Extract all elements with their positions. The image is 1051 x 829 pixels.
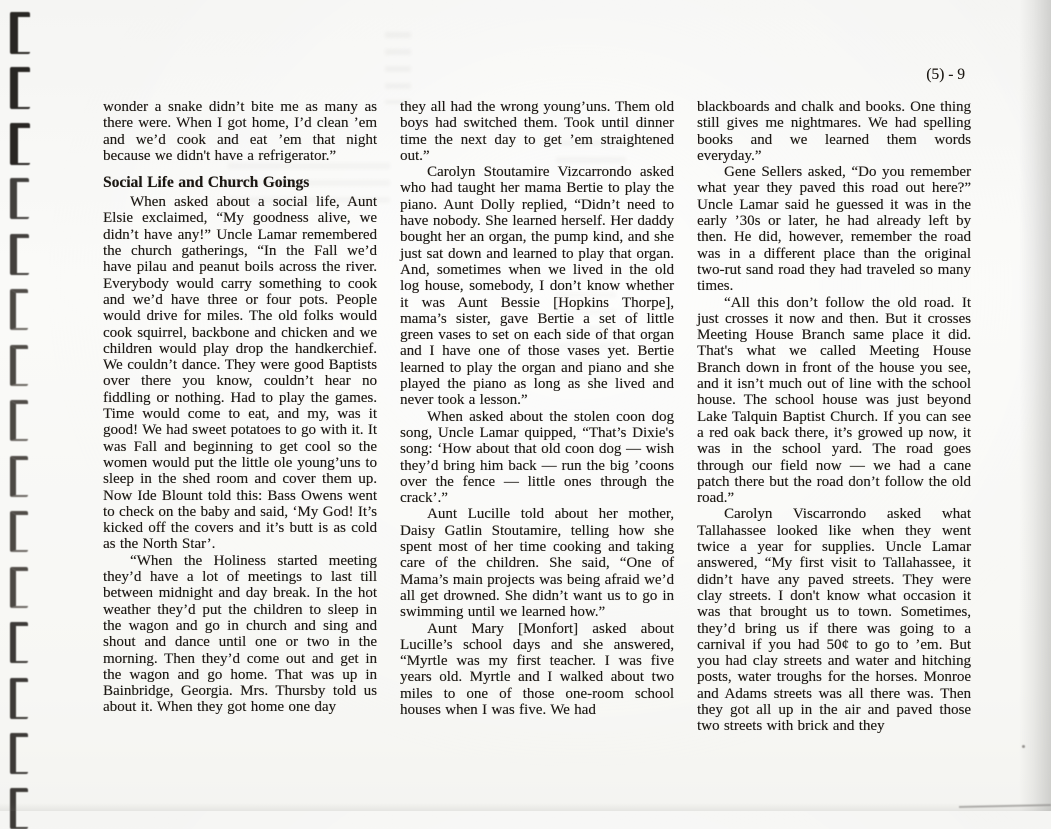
- paragraph: wonder a snake didn’t bite me as many as there were. When I got home, I’d clean ’em and we’d cook and eat ’em that night because we didn't have a refrigerator.”: [103, 99, 377, 164]
- page-edge-shadow-bottom: [0, 803, 1051, 811]
- binding-hole: [10, 178, 29, 219]
- binding-hole: [10, 289, 28, 330]
- page-number: (5) - 9: [926, 66, 965, 83]
- binding-hole: [10, 12, 30, 54]
- paragraph: Carolyn Viscarrondo asked what Tallahassee looked like when they went twice a year for supplies. Uncle Lamar answered, “My first visit to Tallahassee, it didn’t have any paved streets. They were clay streets. I don't know what occasion it was that brought us to town. Sometimes, they’d bring us if there was going to a carnival if you had 50¢ to go to ’em. But you had clay streets and water and hitching posts, water troughs for the horses. Monroe and Adams streets was all there was. Then they got all up in the air and paved those two streets with brick and they: [697, 506, 971, 735]
- binding-hole: [10, 456, 28, 497]
- binding-hole: [10, 678, 28, 719]
- scan-speck: [1022, 745, 1025, 748]
- paragraph: When asked about a social life, Aunt Elsie exclaimed, “My goodness alive, we didn’t have any!” Uncle Lamar remembered the church gatherings, “In the Fall we’d have pilau and peanut boils across the river. Everybody would carry something to cook and we’d have three or four pots. People would drive for miles. The old folks would cook squirrel, backbone and chicken and we children would play drop the handkerchief. We couldn’t dance. They were good Baptists over there you know, couldn’t hear no fiddling or nothing. Had to play the games. Time would come to eat, and my, was it good! We had sweet potatoes to go with it. It was Fall and beginning to get cool so the women would put the little ole young’uns to sleep in the shed room and cover them up. Now Ide Blount told this: Bass Owens went to check on the baby and said, ‘My God! It’s kicked off the covers and it’s butt is as cold as the North Star’.: [103, 194, 377, 553]
- text-columns: [103, 99, 971, 735]
- section-heading: Social Life and Church Goings: [103, 174, 310, 192]
- binding-hole: [10, 511, 28, 552]
- text-column-3: [697, 99, 971, 735]
- binding-hole: [10, 67, 30, 109]
- paragraph: “All this don’t follow the old road. It just crosses it now and then. But it crosses Meeting House Branch same place it did. That's what we called Meeting House Branch down in front of the house you see, and it isn’t much out of line with the school house. The school house was just beyond Lake Talquin Baptist Church. If you can see a red oak back there, it’s growed up now, it was in the school yard. The road goes through our field now — we had a cane patch there but the road don’t follow the old road.”: [697, 294, 971, 507]
- paragraph: Aunt Mary [Monfort] asked about Lucille’s school days and she answered, “Myrtle was my first teacher. I was five years old. Myrtle and I walked about two miles to one of those one-room school houses when I was five. We had: [400, 620, 674, 718]
- binding-hole: [10, 622, 28, 663]
- binding-column: [0, 0, 40, 811]
- paragraph: Gene Sellers asked, “Do you remember what year they paved this road out here?” Uncle Lamar said he guessed it was in the early ’30s or later, he had already left by then. He did, however, remember the road was in a different place than the original two-rut sand road they had traveled so many times.: [697, 164, 971, 295]
- text-column-2: [400, 99, 674, 735]
- bleed-through-ghost: [385, 32, 411, 104]
- paragraph: blackboards and chalk and books. One thing still gives me nightmares. We had spelling books and we learned them words everyday.”: [697, 99, 971, 164]
- paragraph: Aunt Lucille told about her mother, Daisy Gatlin Stoutamire, telling how she spent most of her time cooking and taking care of the children. She said, “One of Mama’s main projects was being afraid we’d all get drowned. She didn’t want us to go in swimming until we learned how.”: [400, 506, 674, 621]
- page-edge-shadow-right: [1019, 0, 1051, 811]
- text-column-1: [103, 99, 377, 735]
- paragraph: Carolyn Stoutamire Vizcarrondo asked who had taught her mama Bertie to play the piano. Aunt Dolly replied, “Didn’t need to have nobody. She learned herself. Her daddy bought her an organ, the pump kind, and she just sat down and learned to play that organ. And, sometimes when we lived in the old log house, somebody, I don’t know whether it was Aunt Bessie [Hopkins Thorpe], mama’s sister, gave Bertie a set of little green vases to set on each side of that organ and I have one of those vases yet. Bertie learned to play the organ and piano and she played the piano as long as she lived and never took a lesson.”: [400, 164, 674, 409]
- binding-hole: [10, 345, 28, 386]
- binding-hole: [10, 733, 28, 774]
- binding-hole: [10, 123, 30, 165]
- paragraph: “When the Holiness started meeting they’d have a lot of meetings to last till between midnight and day break. In the hot weather they’d put the children to sleep in the wagon and go in church and sing and shout and dance until one or two in the morning. Then they’d come out and get in the wagon and go home. That was up in Bainbridge, Georgia. Mrs. Thursby told us about it. When they got home one day: [103, 552, 377, 716]
- paragraph: When asked about the stolen coon dog song, Uncle Lamar quipped, “That’s Dixie's song: ‘How about that old coon dog — wish they’d bring him back — run the big ’coons over the fence — little ones through the crack’.”: [400, 408, 674, 507]
- binding-hole: [10, 234, 29, 275]
- paragraph: they all had the wrong young’uns. Them old boys had switched them. Took until dinner time the next day to get ’em straightened out.”: [400, 99, 674, 164]
- binding-hole: [10, 400, 28, 441]
- binding-hole: [10, 567, 28, 608]
